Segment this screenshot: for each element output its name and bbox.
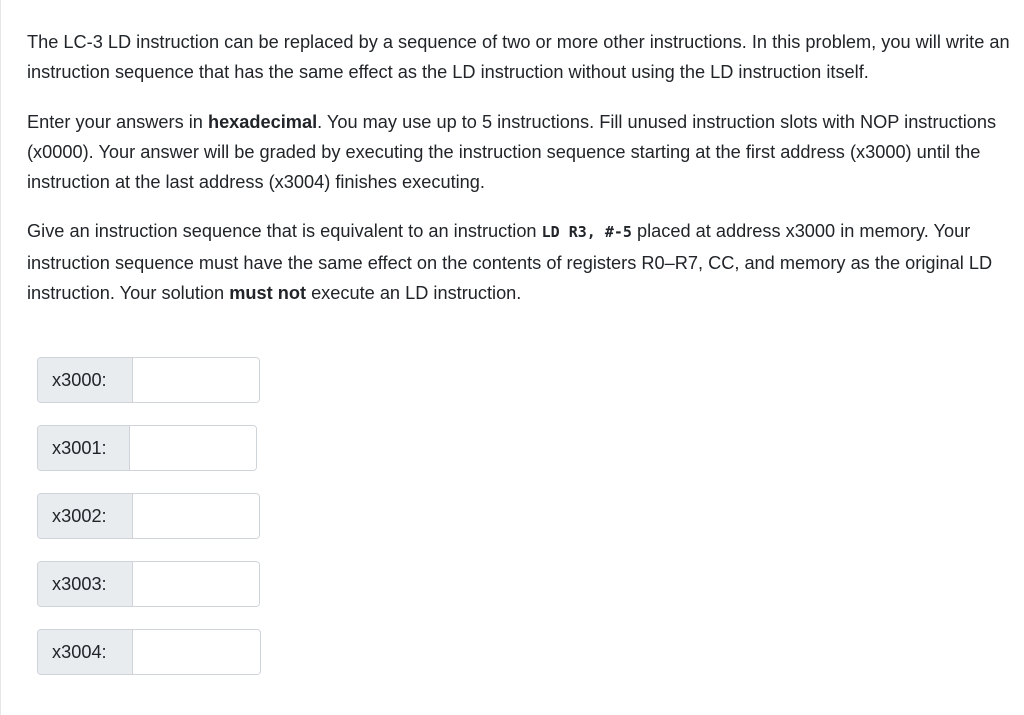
slot-x3000-input[interactable] — [133, 358, 259, 402]
slot-x3003-label: x3003: — [38, 562, 133, 606]
slot-x3004-input[interactable] — [133, 630, 259, 674]
slot-x3001-group — [37, 425, 257, 471]
task-text-a: Give an instruction sequence that is equivalent to an instruction — [27, 221, 542, 242]
task-text-c: execute an LD instruction. — [306, 283, 522, 304]
must-not-emphasis: must not — [229, 283, 307, 304]
slot-x3000-group — [37, 357, 260, 403]
ld-instruction-code: LD R3, #-5 — [541, 223, 632, 242]
slot-x3000-label: x3000: — [38, 358, 133, 402]
slot-x3002-group — [37, 493, 260, 539]
slot-x3004-label: x3004: — [38, 630, 133, 674]
intro-paragraph: The LC-3 LD instruction can be replaced by a sequence of two or more other instructions. In this problem, you will write an instruction sequence that has the same effect as the LD instruction without using the LD instruction itself. — [27, 32, 1010, 83]
instructions-paragraph — [27, 107, 1017, 198]
problem-statement — [27, 27, 1017, 308]
instructions-text-b: . You may use up to 5 instructions. Fill unused instruction slots with NOP instructions (x0000). Your answer will be graded by executing the instruction sequence starting at the first address (x3000) until the instruction at the last address (x3004) finishes executing. — [27, 111, 997, 193]
slot-x3001-input[interactable] — [130, 426, 256, 470]
hexadecimal-emphasis: hexadecimal — [207, 111, 318, 132]
slot-x3001-label: x3001: — [38, 426, 130, 470]
task-text-b: placed at address x3000 in memory. Your instruction sequence must have the same effect on the contents of registers R0–R7, CC, and memory as the original LD instruction. Your solution — [27, 221, 993, 304]
page-left-border — [0, 0, 1, 715]
slot-x3004-group — [37, 629, 261, 675]
slot-x3003-input[interactable] — [133, 562, 259, 606]
slot-x3003-group — [37, 561, 260, 607]
slot-x3002-label: x3002: — [38, 494, 133, 538]
instructions-text-a: Enter your answers in — [27, 111, 208, 132]
slot-x3002-input[interactable] — [133, 494, 259, 538]
task-paragraph — [27, 216, 1017, 308]
